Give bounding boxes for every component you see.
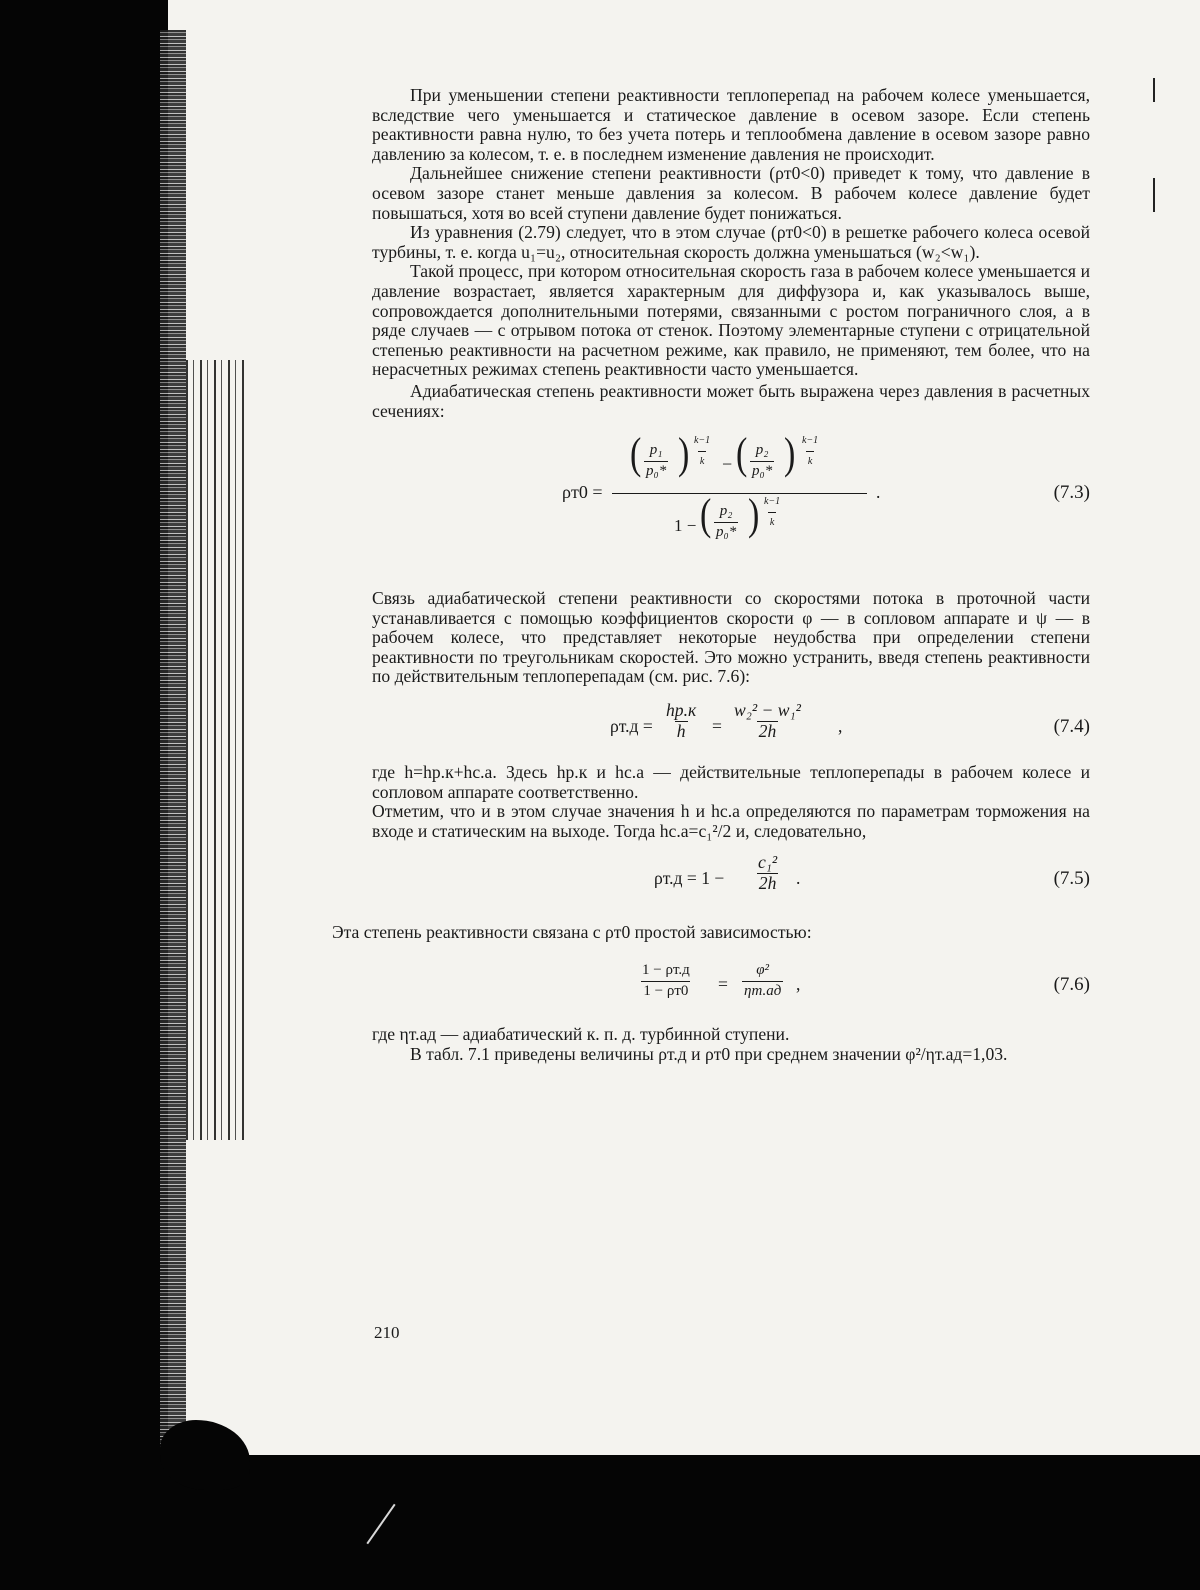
frac-p2-p0: $\frac{\text{p₂}}{\text{p₀*}}$ [714,502,738,542]
paragraph: где ηт.ад — адиабатический к. п. д. турбинной ступени. [372,1024,790,1045]
paragraph: Связь адиабатической степени реактивности со скоростями потока в проточной части устанавливается с помощью коэффициентов скорости φ — в сопловом аппарате и ψ — в рабочем колесе, что представляет некоторые неудобства при определении степени реактивности по треугольникам скоростей. Это можно устранить, введя степень реактивности по действительным теплоперепадам (см. рис. 7.6): [372,588,1090,687]
equation-number: (7.3) [1053,482,1090,504]
edge-mark [1153,178,1155,212]
scan-noise-left-inner [186,360,244,1140]
eq-lhs: ρт.д = [610,716,653,737]
scan-blob [160,1420,250,1490]
eq-lhs: ρт0 = [562,482,603,503]
edge-mark [1153,78,1155,102]
exponent: $\frac{k-1}{k}$ [762,492,782,532]
paragraph: Такой процесс, при котором относительная скорость газа в рабочем колесе уменьшается и давление возрастает, является характерным для диффузора и, как указывалось выше, сопровождается дополнительными потерями, связанными с ростом пограничного слоя, а в ряде случаев — с отрывом потока от стенок. Поэтому элементарные ступени с отрицательной степенью реактивности на расчетном режиме, как правило, не применяют, тем более, что на нерасчетных режимах степень реактивности часто уменьшается. [372,261,1090,380]
frac-hrk-h: hр.к h [666,700,697,741]
paragraph: Адиабатическая степень реактивности может быть выражена через давления в расчетных сечениях: [372,380,1090,421]
equation-number: (7.5) [1053,868,1090,890]
equation-7-6: 1 − ρт.д 1 − ρт0 = φ² ηт.ад , (7.6) [372,955,1090,1013]
scan-border-left [0,0,168,1590]
eq-lhs: ρт.д = 1 − [654,868,725,889]
paragraph: В табл. 7.1 приведены величины ρт.д и ρт0 при среднем значении φ²/ηт.ад=1,03. [410,1043,1008,1064]
frac-velocities: $\frac{\text{w₂² − w₁²}}{2h}$ [734,700,801,741]
equation-7-3: ρт0 = ( $\frac{\text{p₁}}{\text{p₀*}}$ ) $\frac{k-1}{k}$ − ( $\frac{\text{p₂}}{\text{p₀*}}$ ) $\frac{k-1}{k}$ 1 − ( $\frac{\text{p₂}}{\text{p₀*}}$ ) $\frac{k-1}{k}$ . (7.3) [372,435,1090,583]
paragraph: Отметим, что и в этом случае значения h и hс.а определяются по параметрам торможения на входе и статическим на выходе. Тогда hс.а=c₁²/2 и, следовательно, [372,801,1090,841]
paragraph: Дальнейшее снижение степени реактивности (ρт0<0) приведет к тому, что давление в осевом зазоре станет меньше давления за колесом. В рабочем колесе давление будет повышаться, хотя во всей ступени давление будет понижаться. [372,163,1090,223]
eq-numerator: ( $\frac{\text{p₁}}{\text{p₀*}}$ ) $\frac{k-1}{k}$ − ( $\frac{\text{p₂}}{\text{p₀*}}$ ) $\frac{k-1}{k}$ [612,435,867,493]
page-number: 210 [374,1323,400,1342]
scan-noise-left [160,30,186,1460]
paragraph: где h=hр.к+hс.а. Здесь hр.к и hс.а — действительные теплоперепады в рабочем колесе и сопловом аппарате соответственно. [372,762,1090,802]
frac-p2-p0: $\frac{\text{p₂}}{\text{p₀*}}$ [750,441,774,481]
paragraph: Из уравнения (2.79) следует, что в этом случае (ρт0<0) в решетке рабочего колеса осевой турбины, т. е. когда u₁=u₂, относительная скорость должна уменьшаться (w₂<w₁). [372,222,1090,262]
equation-number: (7.4) [1053,716,1090,738]
equation-number: (7.6) [1053,974,1090,996]
document-page [332,85,1090,1064]
equation-7-5: ρт.д = 1 − $\frac{\text{c₁²}}{2h}$ . (7.5) [654,852,1090,894]
eq-main-fraction [612,430,867,564]
eq-denominator: 1 − ( $\frac{\text{p₂}}{\text{p₀*}}$ ) $\frac{k-1}{k}$ [612,494,867,564]
frac-left: 1 − ρт.д 1 − ρт0 [640,961,692,1001]
exponent: $\frac{k-1}{k}$ [800,431,820,471]
paragraph: Эта степень реактивности связана с ρт0 простой зависимостью: [332,922,812,943]
frac-right: φ² ηт.ад [742,961,783,1001]
exponent: $\frac{k-1}{k}$ [692,431,712,471]
frac-p1-p0: $\frac{\text{p₁}}{\text{p₀*}}$ [644,441,668,481]
frac-c1-2h: $\frac{\text{c₁²}}{2h}$ [758,852,778,894]
equation-7-4: ρт.д = hр.к h = $\frac{\text{w₂² − w₁²}}{2h}$ , (7.4) [610,700,1090,741]
paragraph: При уменьшении степени реактивности теплоперепад на рабочем колесе уменьшается, вследствие чего уменьшается и статическое давление в осевом зазоре. Если степень реактивности равна нулю, то без учета потерь и теплообмена давление в осевом зазоре равно давлению за колесом, т. е. в последнем изменение давления не происходит. [372,85,1090,164]
